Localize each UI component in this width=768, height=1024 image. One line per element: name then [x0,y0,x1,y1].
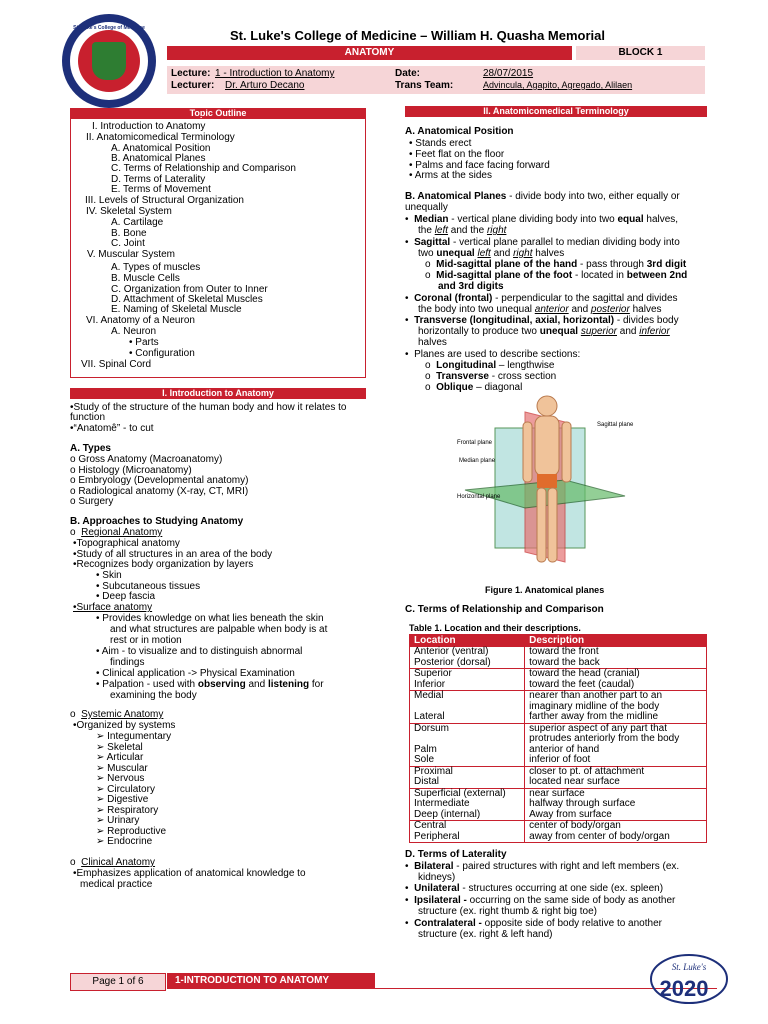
outline-item: A. Types of muscles [111,262,201,273]
planes-title: B. Anatomical Planes [405,191,507,202]
surface-item: • Clinical application -> Physical Examination [96,668,295,679]
systemic-organized: •Organized by systems [73,720,176,731]
location-cell: Proximal [410,766,525,777]
coronal-plane-text: • Coronal (frontal) - perpendicular to the sagittal and divides [405,293,678,304]
description-cell: near surface [525,788,707,799]
table-row [410,669,707,680]
location-cell: Peripheral [410,832,525,843]
system-item: ➢ Reproductive [96,825,167,837]
system-item: ➢ Endocrine [96,836,153,847]
description-cell: located near surface [525,777,707,788]
outline-item: E. Naming of Skeletal Muscle [111,304,242,315]
anatomical-planes-figure [455,392,635,572]
footer-topic: 1-INTRODUCTION TO ANATOMY [167,973,375,989]
location-cell [410,734,525,745]
outline-item: A. Neuron [111,326,157,337]
surface-item: findings [110,657,145,668]
systemic-anatomy: Systemic Anatomy [81,709,164,720]
anatomy-type-item: o Gross Anatomy (Macroanatomy) [70,454,223,465]
system-item: ➢ Urinary [96,815,140,826]
location-cell: Posterior (dorsal) [410,658,525,669]
description-cell: toward the front [525,647,707,658]
description-cell: imaginary midline of the body [525,702,707,713]
outline-item: VII. Spinal Cord [81,359,152,370]
surface-item: examining the body [110,690,197,701]
table-caption: Table 1. Location and their descriptions. [409,623,581,633]
team-label: Trans Team: [395,80,454,91]
system-item: ➢ Muscular [96,762,148,774]
figure-caption: Figure 1. Anatomical planes [485,585,605,595]
description-cell: farther away from the midline [525,712,707,723]
description-cell: toward the feet (caudal) [525,680,707,691]
anatomy-type-item: o Histology (Microanatomy) [70,464,192,476]
contralateral-text: • Contralateral - opposite side of body relative to another [405,918,662,929]
shield-icon [92,42,126,80]
position-title: A. Anatomical Position [405,126,514,137]
table-row [410,755,707,766]
location-cell: Lateral [410,712,525,723]
description-cell: halfway through surface [525,799,707,810]
table-row [410,734,707,745]
clinical-anatomy: Clinical Anatomy [81,857,156,868]
location-table [409,634,707,843]
description-cell: toward the back [525,658,707,669]
system-item: ➢ Articular [96,752,144,763]
svg-text:St. Luke's: St. Luke's [671,962,707,972]
subject-bar: ANATOMY [167,46,572,60]
system-item: ➢ Digestive [96,794,149,805]
table-row [410,691,707,702]
laterality-title: D. Terms of Laterality [405,849,507,860]
frontal-plane-label: Frontal plane [457,440,493,446]
table-row [410,647,707,658]
location-cell: Central [410,821,525,832]
outline-item: D. Terms of Laterality [111,174,206,185]
description-cell: anterior of hand [525,745,707,756]
position-item: • Feet flat on the floor [409,148,505,160]
outline-item: B. Bone [111,228,147,239]
outline-item: • Parts [129,337,159,348]
position-item: • Arms at the sides [409,170,492,182]
lecturer-label: Lecturer: [171,80,215,91]
bilateral-text: • Bilateral - paired structures with right and left members (ex. [405,861,680,872]
block-label: BLOCK 1 [576,46,705,60]
horizontal-plane-label: Horizontal plane [457,494,501,500]
date-label: Date: [395,68,421,79]
lecturer-value: Dr. Arturo Decano [225,80,305,91]
ipsilateral-text: • Ipsilateral - occurring on the same side of body as another [405,895,676,906]
anatomy-type-item: o Embryology (Developmental anatomy) [70,475,249,486]
col-location: Location [410,635,525,647]
layer-item: • Deep fascia [96,591,156,602]
location-cell: Deep (internal) [410,810,525,821]
surface-item: • Provides knowledge on what lies beneath the skin [96,613,324,624]
layer-item: • Skin [96,570,122,581]
location-cell: Intermediate [410,799,525,810]
class-stamp-logo [648,950,730,1008]
location-cell: Superficial (external) [410,788,525,799]
location-cell: Sole [410,755,525,766]
outline-item: V. Muscular System [87,249,175,260]
description-cell: superior aspect of any part that [525,723,707,734]
position-item: • Palms and face facing forward [409,159,550,171]
table-row [410,712,707,723]
table-row [410,832,707,843]
position-item: • Stands erect [409,138,472,149]
intro-line-1: •Study of the structure of the human body and how it relates to [70,402,347,413]
system-item: ➢ Circulatory [96,783,155,795]
surface-anatomy: •Surface anatomy [73,602,153,613]
description-cell: Away from surface [525,810,707,821]
location-cell: Inferior [410,680,525,691]
outline-item: III. Levels of Structural Organization [85,195,244,206]
types-title: A. Types [70,443,111,454]
clinical-line-1: •Emphasizes application of anatomical knowledge to [73,868,306,879]
location-cell: Anterior (ventral) [410,647,525,658]
median-plane-label: Median plane [459,458,496,464]
outline-item: D. Attachment of Skeletal Muscles [111,294,263,305]
outline-title: Topic Outline [70,108,366,119]
svg-text:2020: 2020 [659,976,709,1001]
location-cell: Palm [410,745,525,756]
description-cell: center of body/organ [525,821,707,832]
regional-item: •Recognizes body organization by layers [73,559,254,570]
logo-text: St. Luke's College of Medicine [73,25,145,31]
outline-item: I. Introduction to Anatomy [92,121,206,132]
page-number: Page 1 of 6 [70,973,166,991]
outline-item: • Configuration [129,348,195,359]
date-value: 28/07/2015 [483,68,534,79]
outline-item: A. Cartilage [111,217,164,228]
table-row [410,658,707,669]
intro-title: I. Introduction to Anatomy [70,388,366,399]
surface-item: • Aim - to visualize and to distinguish abnormal [96,646,303,657]
intro-line-3: •“Anatomê” - to cut [70,423,154,434]
table-row [410,821,707,832]
table-row [410,799,707,810]
system-item: ➢ Integumentary [96,731,172,742]
table-row [410,777,707,788]
description-cell: inferior of foot [525,755,707,766]
outline-item: VI. Anatomy of a Neuron [86,315,195,326]
surface-item: rest or in motion [110,635,182,646]
approach-title: B. Approaches to Studying Anatomy [70,516,244,527]
outline-item: E. Terms of Movement [111,184,211,195]
system-item: ➢ Skeletal [96,741,143,753]
location-cell: Distal [410,777,525,788]
outline-item: B. Anatomical Planes [111,153,206,164]
transverse-plane-text: • Transverse (longitudinal, axial, horizontal) - divides body [405,315,679,326]
median-plane-text: • Median - vertical plane dividing body into two equal halves, [405,214,679,225]
intro-line-2: function [70,412,106,423]
sagittal-plane-text: • Sagittal - vertical plane parallel to median dividing body into [405,237,680,248]
team-value: Advincula, Agapito, Agregado, Alilaen [483,80,633,90]
anatomy-type-item: o Surgery [70,496,114,507]
lecture-value: 1 - Introduction to Anatomy [215,68,335,79]
description-cell: nearer than another part to an [525,691,707,702]
location-cell: Dorsum [410,723,525,734]
description-cell: away from center of body/organ [525,832,707,843]
sections-text: • Planes are used to describe sections: [405,349,581,360]
outline-item: B. Muscle Cells [111,273,180,284]
description-cell: toward the head (cranial) [525,669,707,680]
regional-anatomy: Regional Anatomy [81,527,163,538]
outline-item: II. Anatomicomedical Terminology [86,132,235,143]
layer-item: • Subcutaneous tissues [96,580,201,592]
system-item: ➢ Nervous [96,773,145,784]
lecture-label: Lecture: [171,68,211,79]
description-cell: closer to pt. of attachment [525,766,707,777]
anatomy-type-item: o Radiological anatomy (X-ray, CT, MRI) [70,485,249,497]
sagittal-plane-label: Sagittal plane [597,422,634,428]
outline-item: C. Organization from Outer to Inner [111,284,268,295]
outline-item: C. Terms of Relationship and Comparison [111,163,296,174]
outline-item: C. Joint [111,238,145,249]
clinical-line-2: medical practice [80,879,153,890]
col-description: Description [525,635,707,647]
outline-item: IV. Skeletal System [86,206,172,217]
location-cell: Medial [410,691,525,702]
planes-desc-2: unequally [405,202,448,213]
system-item: ➢ Respiratory [96,804,159,816]
terminology-title: II. Anatomicomedical Terminology [405,106,707,117]
table-row [410,810,707,821]
surface-item: and what structures are palpable when body is at [110,624,328,635]
surface-item: • Palpation - used with observing and listening for [96,679,324,690]
lecture-info [167,66,705,94]
college-logo [62,14,156,108]
college-title: St. Luke's College of Medicine – William H. Quasha Memorial [230,28,606,43]
regional-item: •Topographical anatomy [73,538,180,549]
unilateral-text: • Unilateral - structures occurring at one side (ex. spleen) [405,883,664,894]
regional-item: •Study of all structures in an area of the body [73,548,273,560]
outline-item: A. Anatomical Position [111,143,211,154]
location-cell: Superior [410,669,525,680]
table-row [410,680,707,691]
description-cell: protrudes anteriorly from the body [525,734,707,745]
topic-outline [70,116,366,378]
relationship-title: C. Terms of Relationship and Comparison [405,604,604,615]
